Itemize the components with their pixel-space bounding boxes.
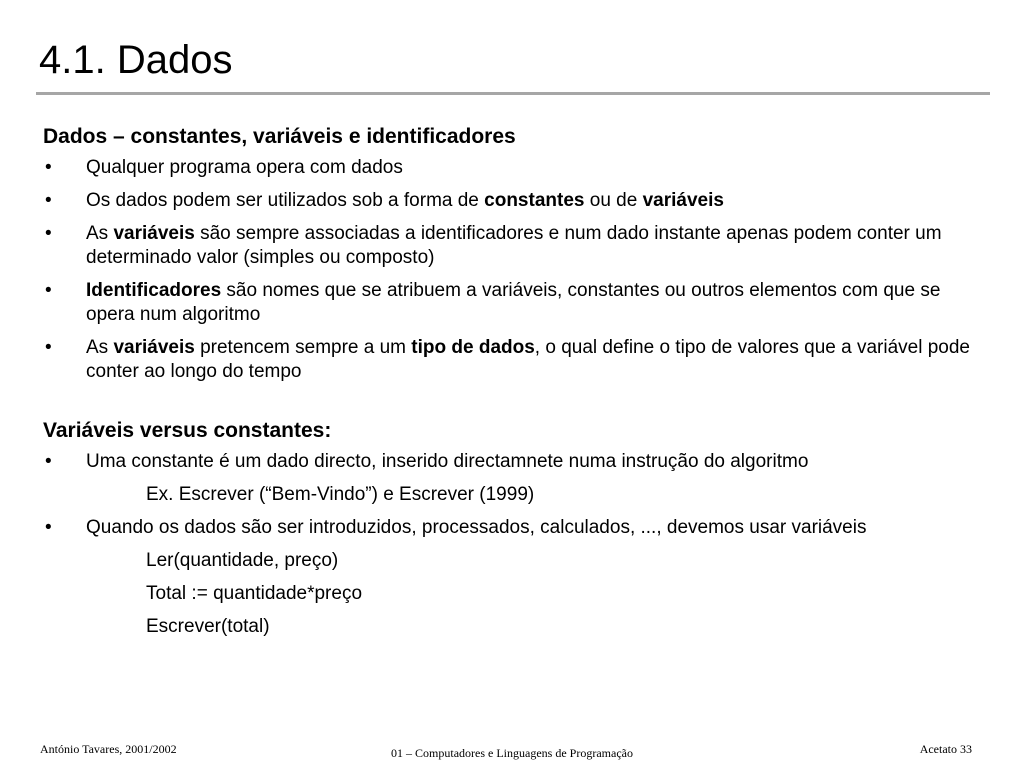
bullet-icon: • bbox=[45, 451, 52, 472]
section-heading-variaveis: Variáveis versus constantes: bbox=[43, 419, 332, 442]
bullet-text: Os dados podem ser utilizados sob a forma de bbox=[86, 190, 485, 211]
bold-term: constantes bbox=[484, 190, 585, 211]
example-line: Ex. Escrever (“Bem-Vindo”) e Escrever (1999) bbox=[146, 484, 535, 505]
bullet-text: Quando os dados são ser introduzidos, processados, calculados, ..., devemos usar variáveis bbox=[86, 517, 867, 538]
bullet-text: ou de bbox=[584, 190, 643, 211]
code-line: Total := quantidade*preço bbox=[146, 583, 363, 604]
bullet-text: Qualquer programa opera com dados bbox=[86, 157, 403, 178]
section-spacer bbox=[43, 393, 988, 416]
bullet-icon: • bbox=[45, 517, 52, 538]
footer-course: 01 – Computadores e Linguagens de Programação bbox=[391, 746, 633, 760]
bullet-icon: • bbox=[45, 280, 52, 301]
bullet-icon: • bbox=[45, 223, 52, 244]
bullet-item bbox=[43, 450, 988, 474]
bold-term: tipo de dados bbox=[411, 337, 535, 358]
bullet-icon: • bbox=[45, 157, 52, 178]
slide-content bbox=[43, 122, 988, 648]
bullet-item bbox=[43, 279, 988, 327]
code-line: Escrever(total) bbox=[146, 616, 270, 637]
bold-term: Identificadores bbox=[86, 280, 222, 301]
bullet-item bbox=[43, 516, 988, 540]
slide-title: 4.1. Dados bbox=[39, 38, 233, 82]
code-line: Ler(quantidade, preço) bbox=[146, 550, 339, 571]
title-divider bbox=[36, 92, 990, 95]
bullet-item bbox=[43, 222, 988, 270]
bullet-icon: • bbox=[45, 190, 52, 211]
bullet-text: As bbox=[86, 223, 114, 244]
bold-term: variáveis bbox=[113, 223, 195, 244]
footer-author: António Tavares, 2001/2002 bbox=[40, 742, 177, 756]
bullet-text: são nomes que se atribuem a variáveis, constantes ou outros elementos com que se opera num algoritmo bbox=[86, 280, 941, 325]
bullet-text: pretencem sempre a um bbox=[194, 337, 412, 358]
bullet-text: , o qual define o tipo de valores que a variável pode conter ao longo do tempo bbox=[86, 337, 970, 382]
bullet-icon: • bbox=[45, 337, 52, 358]
bullet-text: são sempre associadas a identificadores e num dado instante apenas podem conter um determinado valor (simples ou composto) bbox=[86, 223, 942, 268]
bold-term: variáveis bbox=[113, 337, 195, 358]
bullet-text: As bbox=[86, 337, 114, 358]
footer-slide-number: Acetato 33 bbox=[919, 742, 972, 756]
bullet-item bbox=[43, 189, 988, 213]
bullet-item bbox=[43, 156, 988, 180]
section-heading-dados: Dados – constantes, variáveis e identificadores bbox=[43, 125, 516, 148]
bold-term: variáveis bbox=[642, 190, 724, 211]
bullet-item bbox=[43, 336, 988, 384]
bullet-text: Uma constante é um dado directo, inserido directamnete numa instrução do algoritmo bbox=[86, 451, 809, 472]
